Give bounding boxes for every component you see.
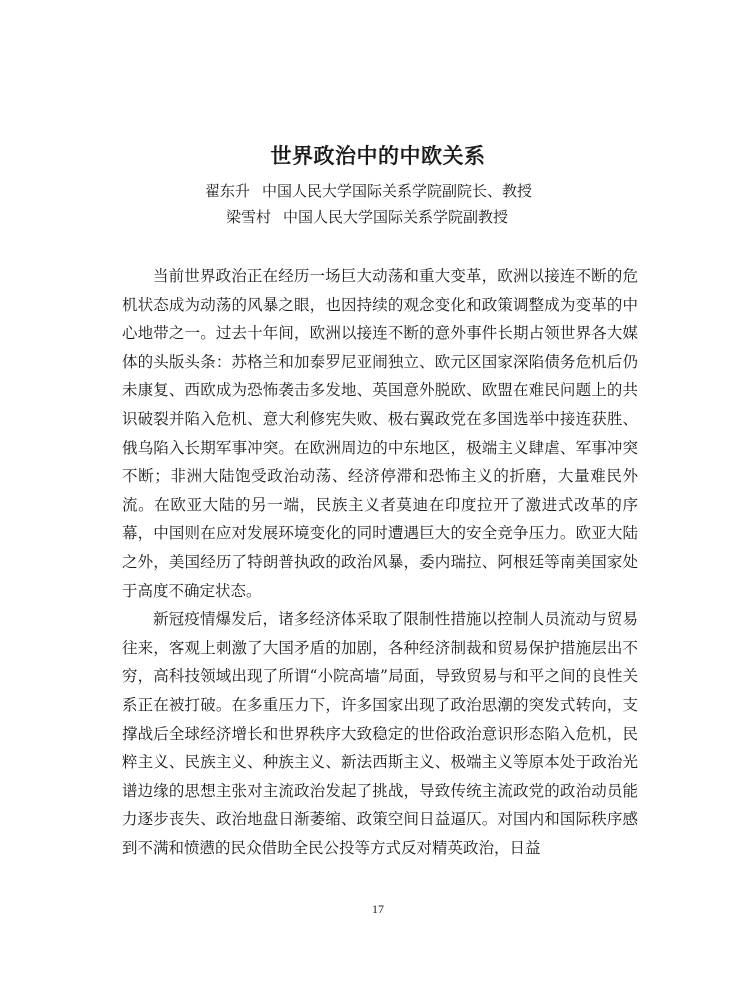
author-name: 梁雪村 <box>226 208 272 226</box>
body-text <box>122 262 638 862</box>
paragraph: 新冠疫情爆发后，诸多经济体采取了限制性措施以控制人员流动与贸易往来，客观上刺激了大国矛盾的加剧，各种经济制裁和贸易保护措施层出不穷，高科技领域出现了所谓“小院高墙”局面，导致贸易与和平之间的良性关系正在被打破。在多重压力下，许多国家出现了政治思潮的突发式转向，支撑战后全球经济增长和世界秩序大致稳定的世俗政治意识形态陷入危机，民粹主义、民族主义、种族主义、新法西斯主义、极端主义等原本处于政治光谱边缘的思想主张对主流政治发起了挑战，导致传统主流政党的政治动员能力逐步丧失、政治地盘日渐萎缩、政策空间日益逼仄。对国内和国际秩序感到不满和愤懑的民众借助全民公投等方式反对精英政治，日益 <box>122 610 638 857</box>
author-name: 翟东升 <box>205 182 251 200</box>
page-number: 17 <box>372 902 384 916</box>
author-affiliation: 中国人民大学国际关系学院副教授 <box>283 208 509 226</box>
paragraph: 当前世界政治正在经历一场巨大动荡和重大变革，欧洲以接连不断的危机状态成为动荡的风暴之眼，也因持续的观念变化和政策调整成为变革的中心地带之一。过去十年间，欧洲以接连不断的意外事件长期占领世界各大媒体的头版头条：苏格兰和加泰罗尼亚闹独立、欧元区国家深陷债务危机后仍未康复、西欧成为恐怖袭击多发地、英国意外脱欧、欧盟在难民问题上的共识破裂并陷入危机、意大利修宪失败、极右翼政党在多国选举中接连获胜、俄乌陷入长期军事冲突。在欧洲周边的中东地区，极端主义肆虐、军事冲突不断；非洲大陆饱受政治动荡、经济停滞和恐怖主义的折磨，大量难民外流。在欧亚大陆的另一端，民族主义者莫迪在印度拉开了激进式改革的序幕，中国则在应对发展环境变化的同时遭遇巨大的安全竞争压力。欧亚大陆之外，美国经历了特朗普执政的政治风暴，委内瑞拉、阿根廷等南美国家处于高度不确定状态。 <box>122 267 638 600</box>
author-affiliation: 中国人民大学国际关系学院副院长、教授 <box>262 182 533 200</box>
author-line-2 <box>226 206 508 227</box>
author-line-1 <box>205 180 532 201</box>
document-title: 世界政治中的中欧关系 <box>270 144 486 168</box>
